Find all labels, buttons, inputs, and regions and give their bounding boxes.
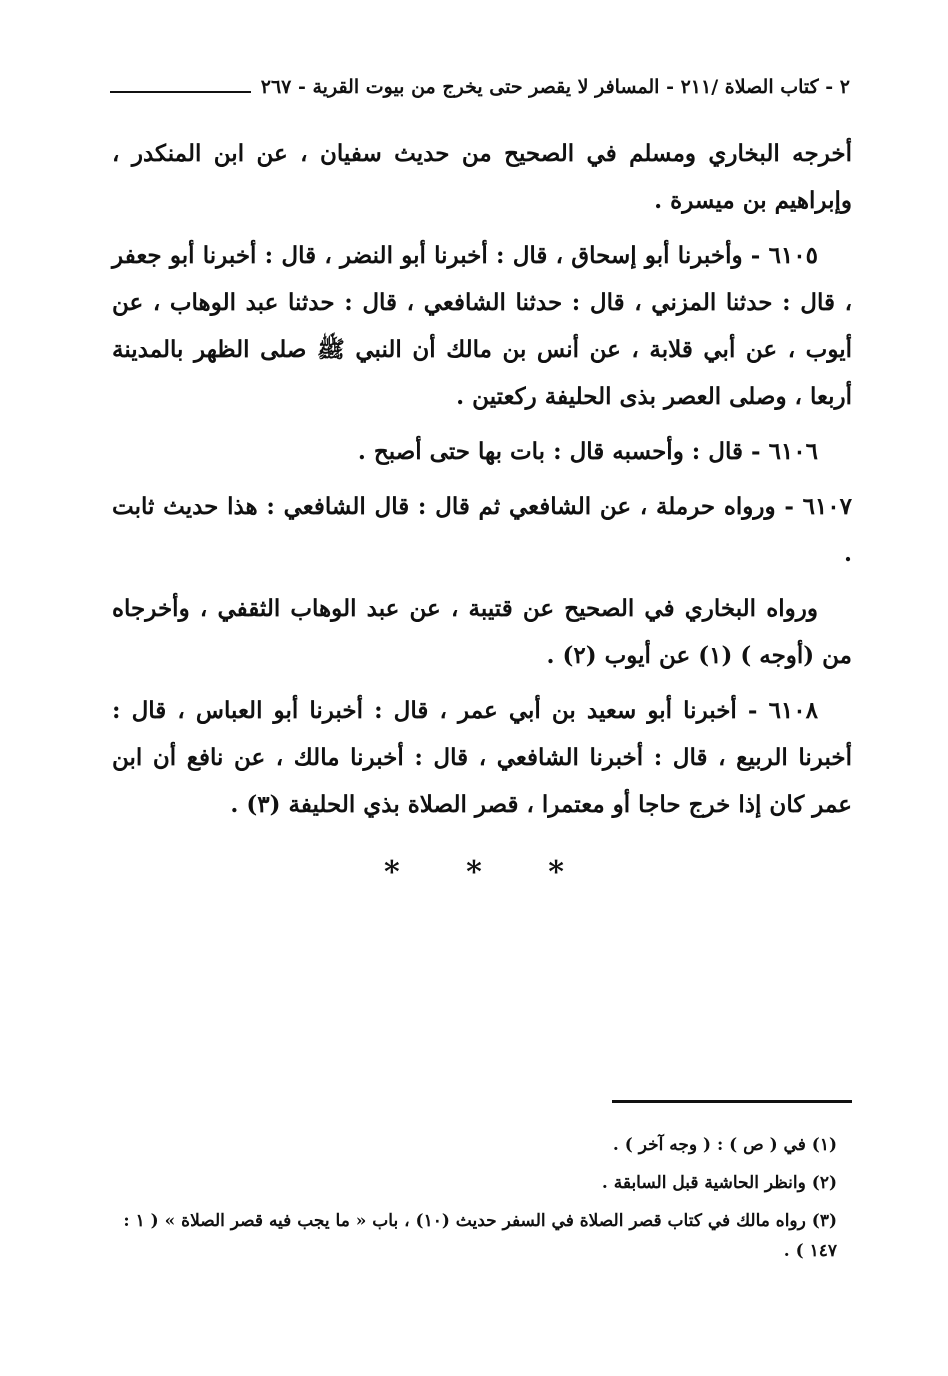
running-header: [110, 70, 850, 104]
footnotes: [112, 1130, 837, 1274]
paragraph-6107: ٦١٠٧ - ورواه حرملة ، عن الشافعي ثم قال : قال الشافعي : هذا حديث ثابت .: [112, 493, 852, 567]
separator-asterisk: *: [383, 855, 400, 890]
header-text: ٢ - كتاب الصلاة /٢١١ - المسافر لا يقصر حتى يخرج من بيوت القرية - ٢٦٧: [260, 76, 850, 98]
footnote-rule: [612, 1100, 852, 1103]
header-rule: [110, 91, 251, 93]
footnote-3: (٣) رواه مالك في كتاب قصر الصلاة في السفر حديث (١٠) ، باب « ما يجب فيه قصر الصلاة » ( ١ : ١٤٧ ) .: [123, 1211, 837, 1261]
footnote-2: (٢) وانظر الحاشية قبل السابقة .: [601, 1173, 837, 1193]
section-separator: [0, 855, 948, 890]
paragraph-citation: أخرجه البخاري ومسلم في الصحيح من حديث سفيان ، عن ابن المنكدر ، وإبراهيم بن ميسرة .: [112, 140, 852, 214]
separator-asterisk: *: [548, 855, 564, 890]
footnote-1: (١) في ( ص ) : ( وجه آخر ) .: [612, 1135, 837, 1155]
paragraph-bukhari: ورواه البخاري في الصحيح عن قتيبة ، عن عبد الوهاب الثقفي ، وأخرجاه من (أوجه ) (١) عن أيوب (٢) .: [112, 595, 852, 669]
paragraph-6108: ٦١٠٨ - أخبرنا أبو سعيد بن أبي عمر ، قال : أخبرنا أبو العباس ، قال : أخبرنا الربيع ، قال : أخبرنا الشافعي ، قال : أخبرنا مالك ، عن نافع أن ابن عمر كان إذا خرج حاجا أو معتمرا ، قصر الصلاة بذي الحليفة (٣) .: [112, 697, 852, 818]
paragraph-6106: ٦١٠٦ - قال : وأحسبه قال : بات بها حتى أصبح .: [357, 438, 818, 465]
separator-asterisk: *: [466, 855, 482, 890]
main-text: [112, 130, 852, 836]
paragraph-6105: ٦١٠٥ - وأخبرنا أبو إسحاق ، قال : أخبرنا أبو النضر ، قال : أخبرنا أبو جعفر ، قال : حدثنا المزني ، قال : حدثنا الشافعي ، قال : حدثنا عبد الوهاب ، عن أيوب ، عن أبي قلابة ، عن أنس بن مالك أن النبي ﷺ صلى الظهر بالمدينة أربعا ، وصلى العصر بذى الحليفة ركعتين .: [112, 242, 852, 410]
